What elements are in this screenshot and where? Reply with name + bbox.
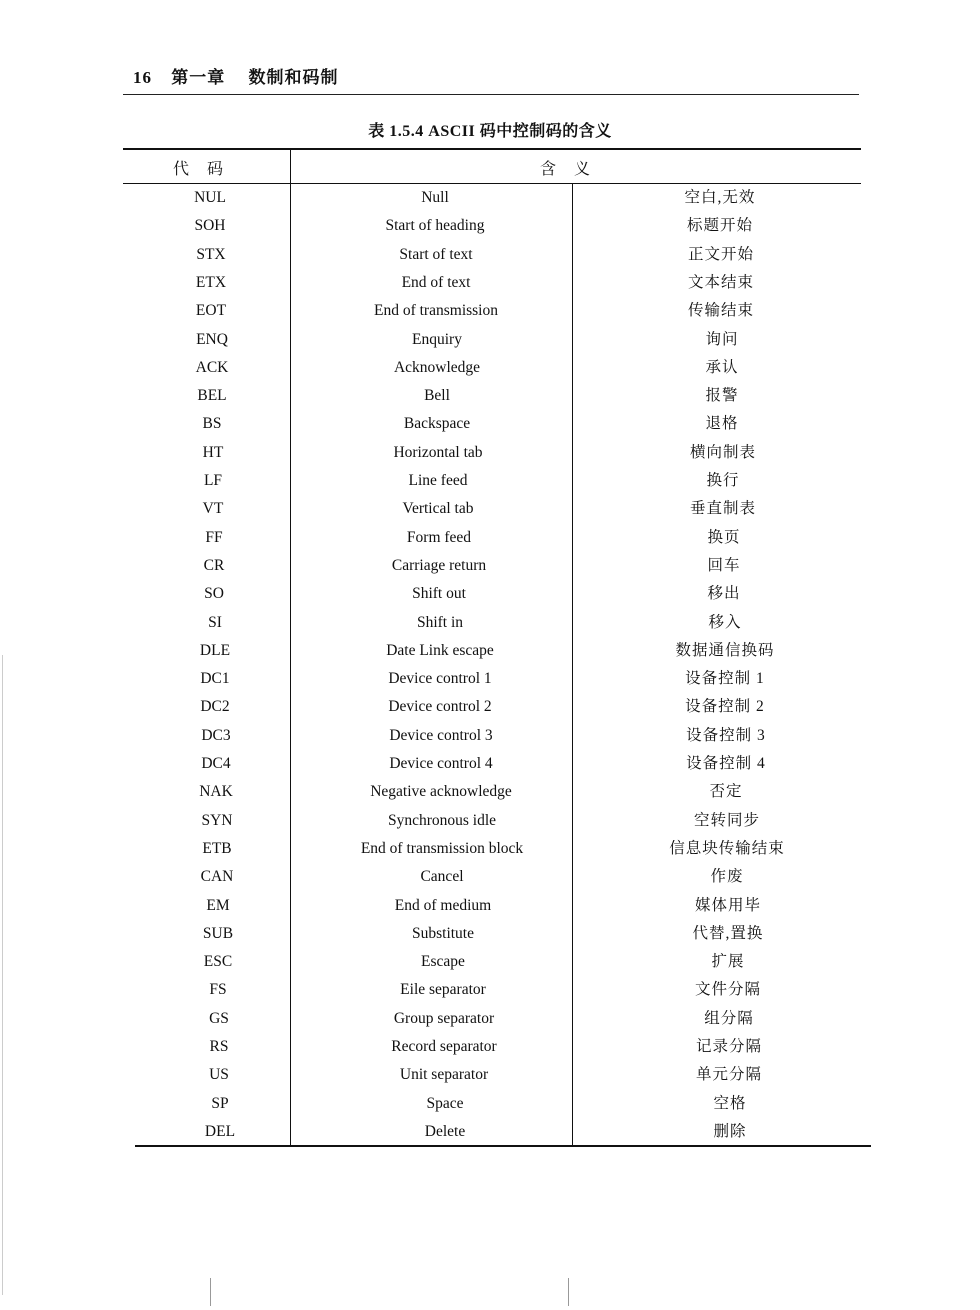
chinese-cell: 换行 (706, 472, 740, 489)
chinese-cell: 横向制表 (689, 443, 756, 461)
scan-mark (2, 655, 3, 1295)
table-row (0, 495, 980, 523)
chinese-cell: 垂直制表 (689, 500, 756, 518)
english-cell: Bell (424, 387, 450, 405)
table-row (0, 976, 980, 1004)
code-cell: ESC (203, 953, 233, 971)
table-row (0, 1090, 980, 1118)
english-cell: Delete (424, 1122, 466, 1140)
table-row (0, 1118, 980, 1146)
code-cell: DC2 (200, 698, 230, 716)
english-cell: Device control 2 (388, 698, 492, 716)
code-cell: FS (209, 981, 227, 999)
english-cell: Eile separator (400, 981, 486, 999)
english-cell: Space (426, 1094, 464, 1112)
chinese-cell: 设备控制 3 (686, 726, 766, 744)
table-row (0, 750, 980, 778)
code-cell: VT (202, 500, 224, 518)
chinese-cell: 媒体用毕 (694, 896, 761, 914)
chinese-cell: 承认 (705, 358, 739, 376)
english-cell: Backspace (403, 415, 471, 433)
code-cell: ACK (195, 358, 229, 376)
table-row (0, 693, 980, 721)
chinese-cell: 设备控制 4 (686, 755, 766, 772)
english-cell: Device control 3 (389, 726, 493, 744)
table-row (0, 552, 980, 580)
table-row (0, 1061, 980, 1089)
table-row (0, 297, 980, 325)
code-cell: DC4 (201, 755, 231, 772)
english-cell: Synchronous idle (387, 811, 497, 829)
english-cell: End of medium (394, 896, 492, 914)
table-row (0, 920, 980, 948)
chinese-cell: 代替,置换 (692, 924, 764, 942)
table-row (0, 326, 980, 354)
table-row (0, 241, 980, 269)
code-cell: LF (203, 472, 223, 489)
code-cell: SP (211, 1094, 229, 1112)
english-cell: Cancel (420, 868, 464, 886)
table-row (0, 269, 980, 297)
table-row (0, 807, 980, 835)
table-row (0, 467, 980, 495)
code-cell: SOH (194, 217, 226, 235)
page-number: 16 (133, 68, 152, 87)
chinese-cell: 空白,无效 (684, 189, 756, 206)
english-cell: Null (421, 189, 449, 206)
english-cell: Start of text (399, 245, 473, 263)
english-cell: Unit separator (399, 1066, 489, 1084)
table-row (0, 212, 980, 240)
code-cell: NUL (194, 189, 226, 206)
code-cell: SO (204, 585, 224, 603)
table-row (0, 835, 980, 863)
english-cell: Group separator (393, 1009, 495, 1027)
chinese-cell: 标题开始 (686, 217, 753, 235)
chinese-cell: 空转同步 (693, 811, 760, 829)
chinese-cell: 空格 (713, 1094, 747, 1112)
chinese-cell: 询问 (705, 330, 739, 348)
english-cell: Shift in (416, 613, 464, 631)
table-row (0, 580, 980, 608)
chinese-cell: 组分隔 (704, 1009, 754, 1027)
code-cell: FF (205, 528, 223, 546)
chinese-cell: 文本结束 (687, 273, 754, 291)
english-cell: End of text (401, 273, 471, 291)
header-code: 代码 (173, 161, 242, 178)
code-cell: ENQ (196, 330, 228, 348)
chinese-cell: 回车 (707, 556, 741, 574)
chinese-cell: 传输结束 (687, 302, 754, 320)
table-row (0, 354, 980, 382)
table-row (0, 439, 980, 467)
table-row (0, 1033, 980, 1061)
english-cell: End of transmission block (360, 839, 524, 857)
code-cell: CAN (200, 868, 234, 886)
table-caption: 表 1.5.4 ASCII 码中控制码的含义 (368, 123, 612, 140)
chinese-cell: 数据通信换码 (675, 641, 775, 659)
code-cell: DEL (204, 1122, 236, 1140)
chapter-title: 数制和码制 (248, 68, 339, 87)
english-cell: Horizontal tab (393, 443, 483, 461)
english-cell: Carriage return (391, 556, 487, 574)
code-cell: ETB (202, 839, 232, 857)
english-cell: Shift out (412, 585, 466, 603)
table-row (0, 1005, 980, 1033)
code-cell: BEL (197, 387, 227, 405)
chinese-cell: 扩展 (711, 953, 745, 971)
english-cell: Date Link escape (386, 641, 494, 659)
code-cell: CR (203, 556, 225, 574)
code-cell: STX (196, 245, 226, 263)
chinese-cell: 记录分隔 (695, 1038, 762, 1055)
code-cell: BS (202, 415, 222, 433)
code-cell: US (209, 1066, 229, 1084)
chinese-cell: 否定 (709, 783, 743, 801)
table-row (0, 410, 980, 438)
english-cell: Enquiry (412, 330, 462, 348)
english-cell: Line feed (408, 472, 468, 489)
code-cell: HT (202, 443, 224, 461)
table-row (0, 524, 980, 552)
english-cell: Form feed (406, 528, 472, 546)
code-cell: EM (206, 896, 230, 914)
english-cell: Vertical tab (402, 500, 474, 518)
code-cell: DLE (199, 641, 231, 659)
english-cell: Device control 4 (389, 755, 493, 772)
chinese-cell: 信息块传输结束 (669, 839, 785, 857)
chinese-cell: 设备控制 2 (685, 698, 765, 716)
code-cell: GS (209, 1009, 229, 1027)
english-cell: End of transmission (374, 302, 498, 320)
table-row (0, 948, 980, 976)
english-cell: Substitute (411, 924, 474, 942)
chinese-cell: 文件分隔 (694, 981, 761, 999)
chinese-cell: 正文开始 (687, 245, 754, 263)
chinese-cell: 作废 (710, 868, 744, 886)
chinese-cell: 单元分隔 (695, 1066, 762, 1084)
table-top-rule (123, 148, 861, 150)
chinese-cell: 换页 (707, 528, 741, 546)
chinese-cell: 设备控制 1 (685, 670, 765, 688)
code-cell: SI (208, 613, 222, 631)
table-row (0, 778, 980, 806)
table-row (0, 722, 980, 750)
table-row (0, 863, 980, 891)
table-row (0, 637, 980, 665)
english-cell: Record separator (391, 1038, 497, 1055)
code-cell: DC1 (200, 670, 230, 688)
english-cell: Device control 1 (388, 670, 492, 688)
table-row (0, 892, 980, 920)
code-cell: NAK (199, 783, 233, 801)
english-cell: Start of heading (385, 217, 485, 235)
chinese-cell: 退格 (705, 415, 739, 433)
chinese-cell: 报警 (705, 387, 739, 405)
scan-mark (210, 1278, 211, 1306)
code-cell: SYN (201, 811, 233, 829)
table-row (0, 665, 980, 693)
table-row (0, 184, 980, 212)
code-cell: ETX (195, 273, 227, 291)
table-row (0, 382, 980, 410)
english-cell: Escape (421, 953, 465, 971)
chinese-cell: 移出 (707, 585, 741, 603)
code-cell: RS (209, 1038, 229, 1055)
chapter-label: 第一章 (171, 68, 226, 87)
english-cell: Acknowledge (393, 358, 481, 376)
scan-mark (568, 1278, 569, 1306)
code-cell: EOT (195, 302, 227, 320)
chinese-cell: 删除 (713, 1122, 747, 1140)
code-cell: SUB (202, 924, 234, 942)
table-row (0, 609, 980, 637)
header-meaning: 含义 (540, 161, 609, 178)
chinese-cell: 移入 (708, 613, 742, 631)
english-cell: Negative acknowledge (370, 783, 512, 801)
code-cell: DC3 (201, 726, 231, 744)
